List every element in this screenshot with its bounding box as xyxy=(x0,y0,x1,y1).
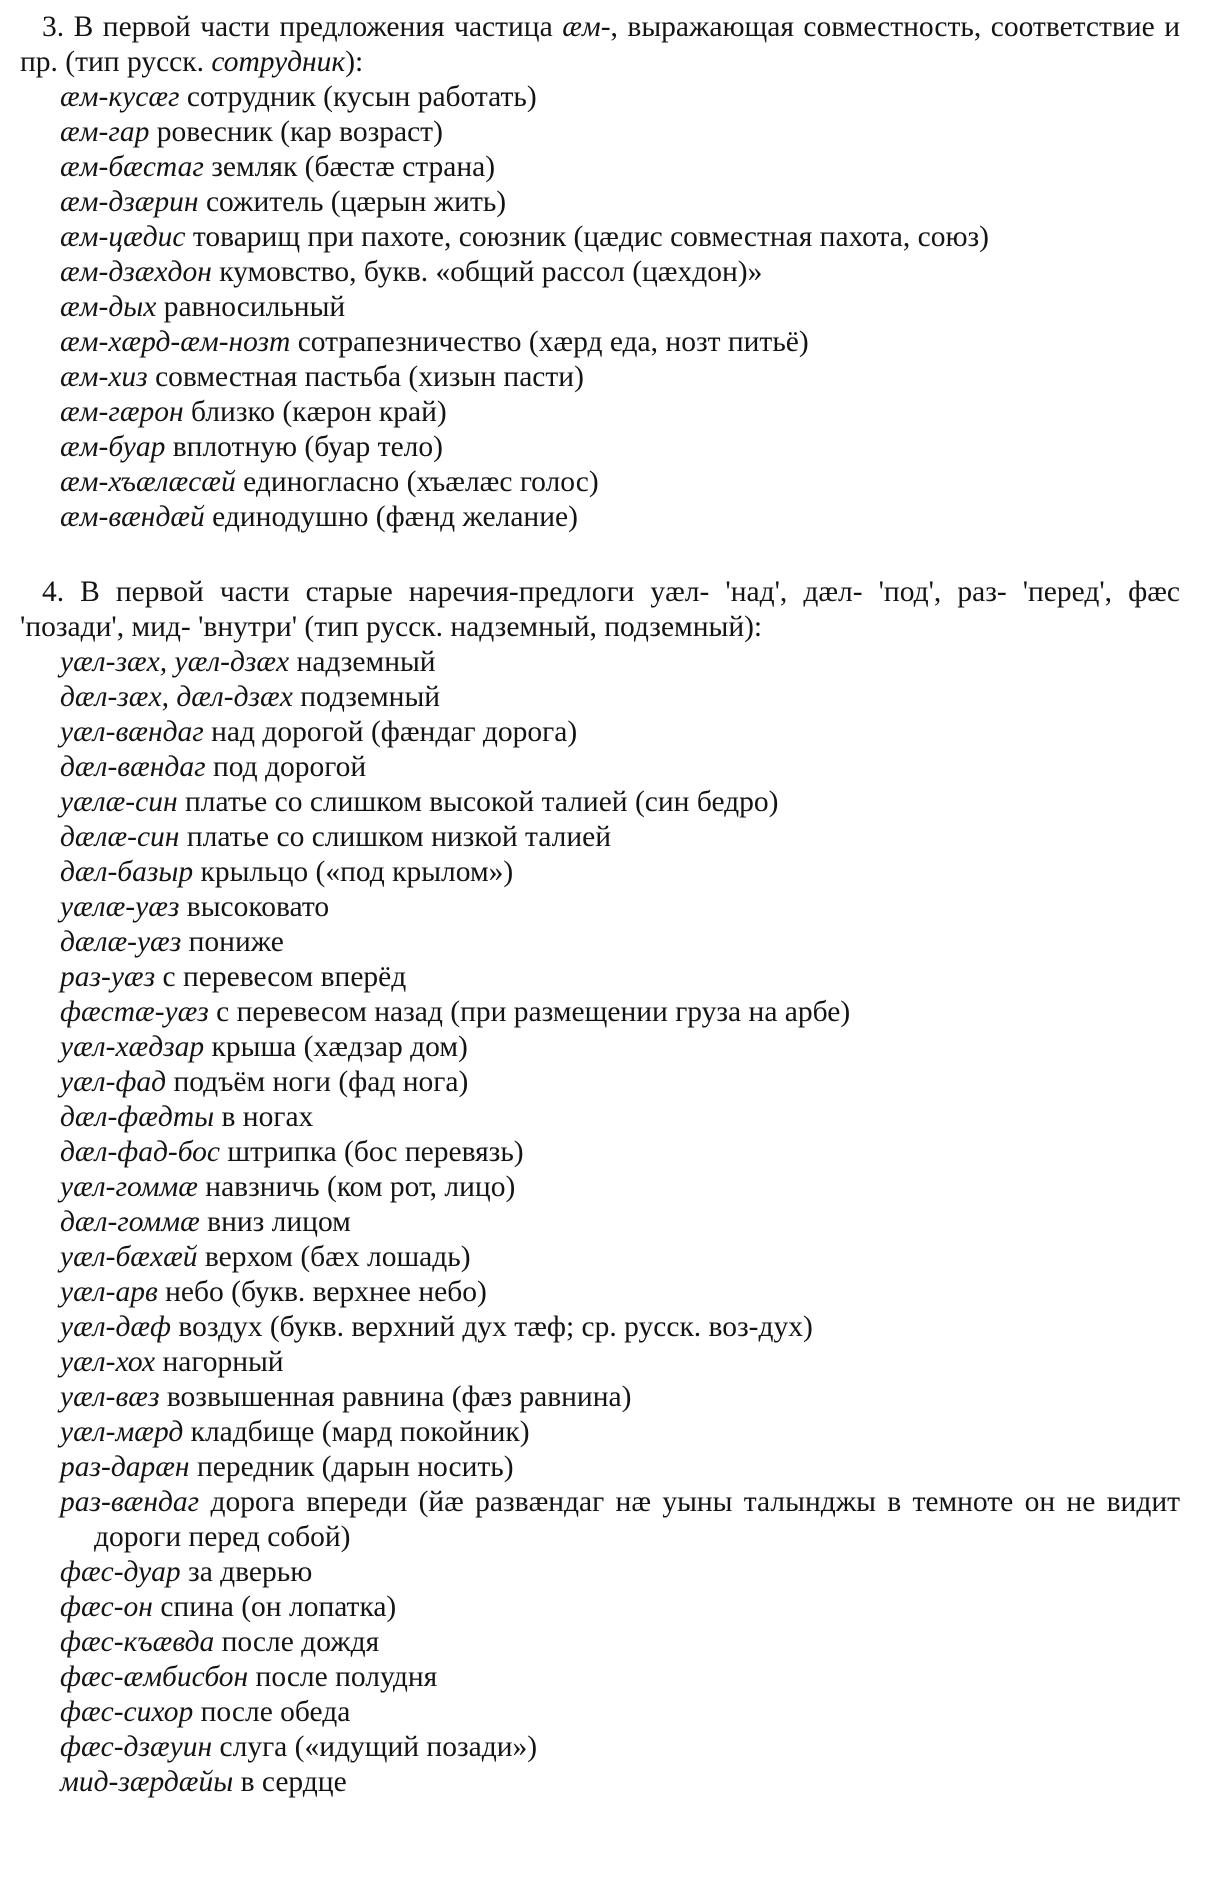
entry-gloss: сожитель (цӕрын жить) xyxy=(205,186,507,218)
entry-term: дӕл-фад-бос xyxy=(60,1136,221,1168)
entry-term: фӕс-он xyxy=(60,1591,153,1623)
lead-text-italic: ӕм- xyxy=(562,11,611,43)
entry-term: уӕл-зӕх, уӕл-дзӕх xyxy=(60,646,290,678)
entry-term: ӕм-дзӕхдон xyxy=(60,256,212,288)
entry-term: ӕм-хиз xyxy=(60,361,148,393)
list-item xyxy=(20,255,1180,290)
list-item xyxy=(20,890,1180,925)
entry-gloss: высоковато xyxy=(186,891,330,923)
list-item xyxy=(20,1310,1180,1345)
entry-term: уӕл-вӕз xyxy=(60,1381,160,1413)
entry-gloss: сотрудник (кусын работать) xyxy=(186,81,537,113)
list-item xyxy=(20,1415,1180,1450)
entry-term: ӕм-бӕстаг xyxy=(60,151,204,183)
entry-term: уӕл-вӕндаг xyxy=(60,716,204,748)
entry-term: уӕлӕ-син xyxy=(60,786,178,818)
entry-term: уӕл-хох xyxy=(60,1346,156,1378)
entry-gloss: кладбище (мард покойник) xyxy=(190,1416,530,1448)
entry-term: дӕлӕ-син xyxy=(60,821,180,853)
entry-term: уӕл-хӕдзар xyxy=(60,1031,205,1063)
entry-term: уӕлӕ-уӕз xyxy=(60,891,180,923)
entry-term: фӕстӕ-уӕз xyxy=(60,996,209,1028)
entry-gloss: с перевесом назад (при размещении груза на арбе) xyxy=(216,996,851,1028)
list-item xyxy=(20,1590,1180,1625)
lead-text: , выражающая совместность, соответствие и пр. (тип русск. xyxy=(20,11,1181,78)
entry-gloss: после обеда xyxy=(200,1696,351,1728)
section-3-entries xyxy=(20,80,1180,535)
entry-gloss: дорога впереди (йӕ развӕндаг нӕ уыны талынджы в темноте он не видит дороги перед собой) xyxy=(94,1486,1181,1553)
entry-term: фӕс-ӕмбисбон xyxy=(60,1661,249,1693)
entry-gloss: в ногах xyxy=(221,1101,314,1133)
entry-gloss: под дорогой xyxy=(212,751,367,783)
entry-gloss: близко (кӕрон край) xyxy=(191,396,447,428)
entry-term: дӕл-базыр xyxy=(60,856,194,888)
list-item xyxy=(20,785,1180,820)
list-item xyxy=(20,185,1180,220)
section-3-lead xyxy=(20,10,1180,80)
entry-gloss: единодушно (фӕнд желание) xyxy=(212,501,578,533)
entry-gloss: совместная пастьба (хизын пасти) xyxy=(155,361,584,393)
list-item xyxy=(20,1555,1180,1590)
list-item xyxy=(20,115,1180,150)
list-item xyxy=(20,1170,1180,1205)
entry-gloss: земляк (бӕстӕ страна) xyxy=(211,151,496,183)
list-item xyxy=(20,750,1180,785)
list-item xyxy=(20,645,1180,680)
list-item xyxy=(20,995,1180,1030)
entry-term: дӕл-гоммӕ xyxy=(60,1206,200,1238)
list-item xyxy=(20,1765,1180,1800)
entry-term: фӕс-сихор xyxy=(60,1696,194,1728)
entry-gloss: верхом (бӕх лошадь) xyxy=(204,1241,471,1273)
section-3 xyxy=(20,10,1180,535)
list-item xyxy=(20,820,1180,855)
entry-gloss: надземный xyxy=(296,646,436,678)
entry-term: дӕл-вӕндаг xyxy=(60,751,206,783)
section-4 xyxy=(20,575,1180,1800)
entry-gloss: подъём ноги (фад нога) xyxy=(173,1066,469,1098)
entry-gloss: вплотную (буар тело) xyxy=(172,431,443,463)
entry-term: ӕм-цӕдис xyxy=(60,221,186,253)
entry-term: фӕс-дзӕуин xyxy=(60,1731,213,1763)
list-item xyxy=(20,1380,1180,1415)
entry-gloss: вниз лицом xyxy=(207,1206,351,1238)
entry-term: раз-дарӕн xyxy=(60,1451,190,1483)
entry-term: уӕл-мӕрд xyxy=(60,1416,184,1448)
entry-gloss: сотрапезничество (хӕрд еда, нозт питьё) xyxy=(297,326,809,358)
entry-term: раз-уӕз xyxy=(60,961,156,993)
list-item xyxy=(20,395,1180,430)
entry-term: уӕл-фад xyxy=(60,1066,167,1098)
entry-gloss: платье со слишком высокой талией (син бедро) xyxy=(185,786,779,818)
list-item xyxy=(20,1730,1180,1765)
entry-gloss: подземный xyxy=(300,681,441,713)
list-item xyxy=(20,80,1180,115)
list-item xyxy=(20,1275,1180,1310)
section-4-lead: 4. В первой части старые наречия-предлоги уӕл- 'над', дӕл- 'под', раз- 'перед', фӕс 'позади', мид- 'внутри' (тип русск. надземный, подземный): xyxy=(20,576,1180,643)
entry-term: ӕм-хъӕлӕсӕй xyxy=(60,466,236,498)
entry-term: уӕл-арв xyxy=(60,1276,158,1308)
list-item xyxy=(20,220,1180,255)
list-item xyxy=(20,465,1180,500)
list-item xyxy=(20,290,1180,325)
entry-gloss: платье со слишком низкой талией xyxy=(186,821,612,853)
list-item xyxy=(20,1030,1180,1065)
section-4-entries xyxy=(20,645,1180,1800)
list-item xyxy=(20,1485,1180,1555)
entry-term: дӕлӕ-уӕз xyxy=(60,926,182,958)
list-item xyxy=(20,360,1180,395)
lead-text: 3. В первой части предложения частица xyxy=(42,11,563,43)
lead-text: ): xyxy=(345,46,364,78)
entry-gloss: ровесник (кар возраст) xyxy=(156,116,443,148)
entry-gloss: над дорогой (фӕндаг дорога) xyxy=(211,716,578,748)
list-item xyxy=(20,1695,1180,1730)
list-item xyxy=(20,1625,1180,1660)
entry-term: мид-зӕрдӕйы xyxy=(60,1766,234,1798)
entry-gloss: равносильный xyxy=(163,291,346,323)
entry-term: ӕм-дзӕрин xyxy=(60,186,199,218)
list-item xyxy=(20,500,1180,535)
entry-term: раз-вӕндаг xyxy=(60,1486,200,1518)
list-item xyxy=(20,715,1180,750)
entry-gloss: единогласно (хъӕлӕс голос) xyxy=(243,466,599,498)
entry-term: уӕл-дӕф xyxy=(60,1311,171,1343)
entry-gloss: навзничь (ком рот, лицо) xyxy=(205,1171,516,1203)
entry-gloss: слуга («идущий позади») xyxy=(219,1731,538,1763)
entry-gloss: за дверью xyxy=(188,1556,313,1588)
entry-gloss: воздух (букв. верхний дух тӕф; ср. русск. воз-дух) xyxy=(178,1311,813,1343)
list-item xyxy=(20,1205,1180,1240)
list-item xyxy=(20,430,1180,465)
entry-term: ӕм-дых xyxy=(60,291,157,323)
entry-term: фӕс-къӕвда xyxy=(60,1626,215,1658)
entry-gloss: небо (букв. верхнее небо) xyxy=(165,1276,487,1308)
entry-gloss: крыльцо («под крылом») xyxy=(200,856,514,888)
entry-gloss: с перевесом вперёд xyxy=(162,961,407,993)
entry-gloss: штрипка (бос перевязь) xyxy=(227,1136,524,1168)
entry-term: ӕм-кусӕг xyxy=(60,81,180,113)
entry-gloss: возвышенная равнина (фӕз равнина) xyxy=(166,1381,632,1413)
entry-term: уӕл-гоммӕ xyxy=(60,1171,198,1203)
list-item xyxy=(20,150,1180,185)
entry-term: уӕл-бӕхӕй xyxy=(60,1241,198,1273)
entry-term: ӕм-вӕндӕй xyxy=(60,501,205,533)
entry-gloss: после полудня xyxy=(255,1661,438,1693)
list-item xyxy=(20,1135,1180,1170)
entry-term: ӕм-гӕрон xyxy=(60,396,184,428)
entry-term: ӕм-хӕрд-ӕм-нозт xyxy=(60,326,291,358)
entry-gloss: крыша (хӕдзар дом) xyxy=(211,1031,468,1063)
list-item xyxy=(20,855,1180,890)
list-item xyxy=(20,1065,1180,1100)
entry-gloss: передник (дарын носить) xyxy=(196,1451,514,1483)
list-item xyxy=(20,1450,1180,1485)
list-item xyxy=(20,1240,1180,1275)
list-item xyxy=(20,1345,1180,1380)
entry-gloss: кумовство, букв. «общий рассол (цӕхдон)» xyxy=(219,256,763,288)
entry-term: фӕс-дуар xyxy=(60,1556,181,1588)
entry-term: дӕл-фӕдты xyxy=(60,1101,215,1133)
entry-gloss: после дождя xyxy=(221,1626,380,1658)
list-item xyxy=(20,1100,1180,1135)
list-item xyxy=(20,680,1180,715)
list-item xyxy=(20,925,1180,960)
list-item xyxy=(20,960,1180,995)
entry-term: ӕм-гар xyxy=(60,116,150,148)
entry-gloss: спина (он лопатка) xyxy=(160,1591,397,1623)
list-item xyxy=(20,325,1180,360)
entry-gloss: пониже xyxy=(188,926,284,958)
lead-text-italic: сотрудник xyxy=(211,46,346,78)
list-item xyxy=(20,1660,1180,1695)
entry-term: ӕм-буар xyxy=(60,431,166,463)
entry-term: дӕл-зӕх, дӕл-дзӕх xyxy=(60,681,293,713)
entry-gloss: в сердце xyxy=(240,1766,347,1798)
entry-gloss: товарищ при пахоте, союзник (цӕдис совместная пахота, союз) xyxy=(192,221,989,253)
entry-gloss: нагорный xyxy=(162,1346,284,1378)
